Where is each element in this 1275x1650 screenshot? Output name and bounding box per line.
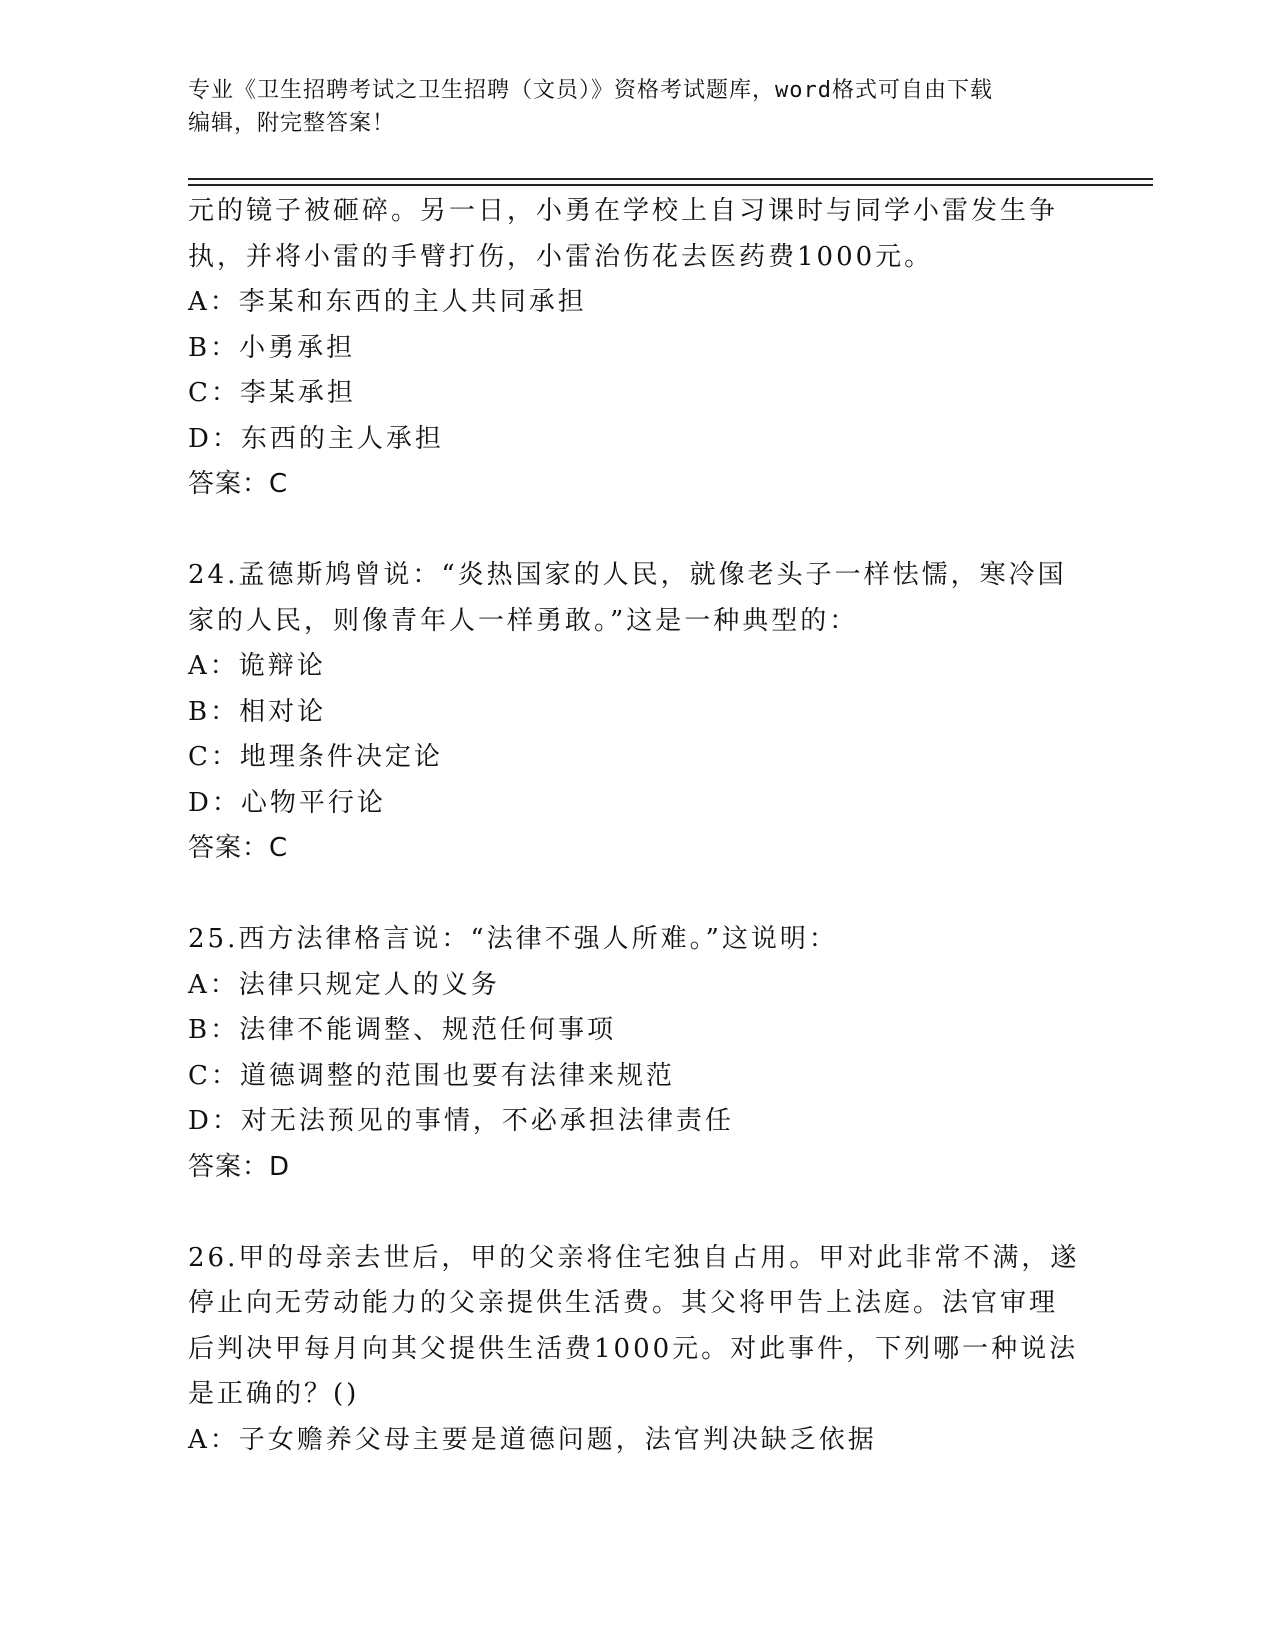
option-b: B：小勇承担 [188, 332, 356, 363]
header-line-2: 编辑，附完整答案！ [188, 111, 396, 136]
option-a: A：子女赡养父母主要是道德问题，法官判决缺乏依据 [188, 1424, 877, 1455]
question-25 [188, 917, 1098, 1190]
answer: 答案：C [188, 469, 289, 499]
question-text: 停止向无劳动能力的父亲提供生活费。其父将甲告上法庭。法官审理 [188, 1288, 1059, 1318]
question-continuation [188, 189, 1098, 508]
spacer [188, 1190, 1098, 1236]
question-text: 执，并将小雷的手臂打伤，小雷治伤花去医药费1000元。 [188, 241, 934, 272]
option-a: A：李某和东西的主人共同承担 [188, 287, 587, 317]
question-26 [188, 1236, 1098, 1464]
question-text: 元的镜子被砸碎。另一日，小勇在学校上自习课时与同学小雷发生争 [188, 196, 1059, 226]
answer: 答案：C [188, 833, 289, 863]
option-c: C：道德调整的范围也要有法律来规范 [188, 1060, 675, 1091]
option-b: B：法律不能调整、规范任何事项 [188, 1015, 617, 1045]
option-c: C：李某承担 [188, 378, 356, 408]
question-text: 26.甲的母亲去世后，甲的父亲将住宅独自占用。甲对此非常不满，遂 [188, 1242, 1080, 1273]
option-d: D：对无法预见的事情，不必承担法律责任 [188, 1106, 734, 1136]
question-text: 后判决甲每月向其父提供生活费1000元。对此事件，下列哪一种说法 [188, 1333, 1079, 1364]
option-b: B：相对论 [188, 696, 327, 727]
header-divider-top [188, 178, 1153, 180]
option-d: D：东西的主人承担 [188, 423, 444, 454]
question-text: 24.孟德斯鸠曾说：“炎热国家的人民，就像老头子一样怯懦，寒冷国 [188, 560, 1067, 590]
header-divider-bottom [188, 184, 1153, 186]
option-a: A：诡辩论 [188, 651, 326, 681]
option-a: A：法律只规定人的义务 [188, 969, 500, 1000]
question-text: 家的人民，则像青年人一样勇敢。”这是一种典型的： [188, 605, 859, 636]
question-text: 25.西方法律格言说：“法律不强人所难。”这说明： [188, 924, 838, 954]
document-header [188, 74, 1088, 140]
option-d: D：心物平行论 [188, 787, 386, 818]
spacer [188, 872, 1098, 918]
question-24 [188, 553, 1098, 872]
option-c: C：地理条件决定论 [188, 742, 443, 772]
answer: 答案：D [188, 1151, 291, 1182]
header-line-1: 专业《卫生招聘考试之卫生招聘（文员）》资格考试题库，word格式可自由下载 [188, 78, 993, 103]
question-text: 是正确的？() [188, 1379, 360, 1409]
spacer [188, 508, 1098, 554]
exam-content [188, 189, 1098, 1463]
